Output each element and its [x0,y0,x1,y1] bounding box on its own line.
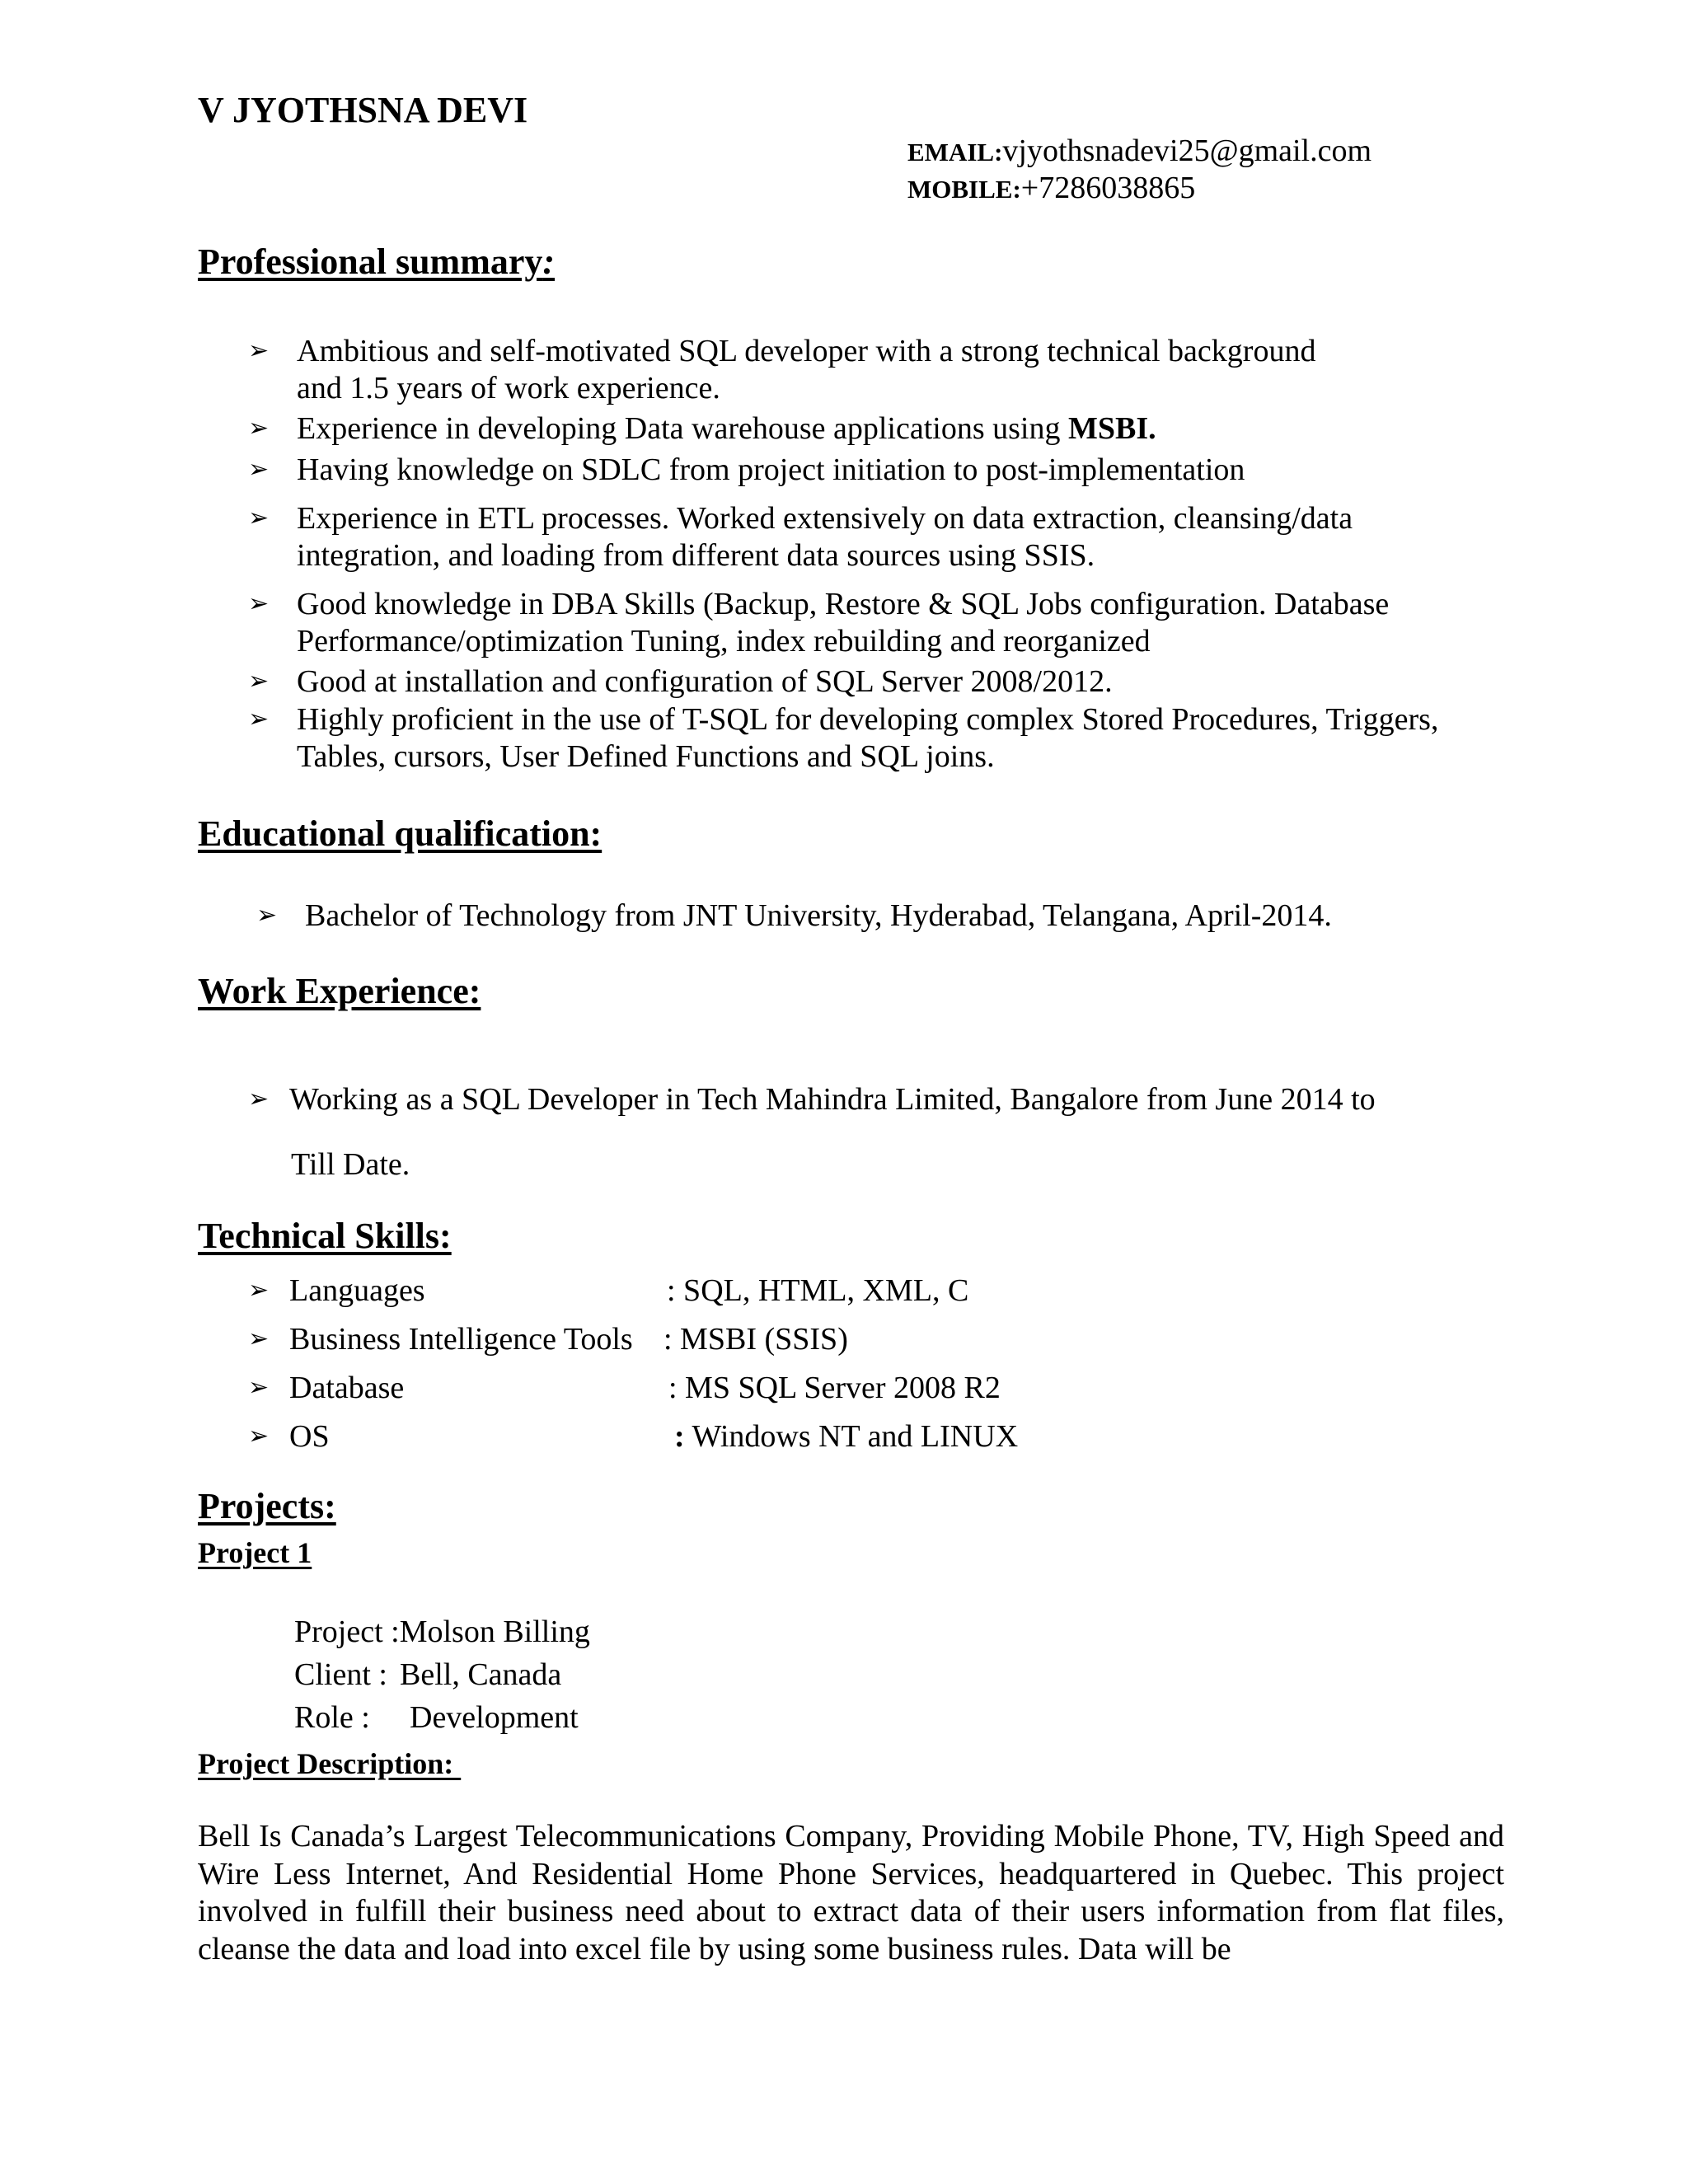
arrow-bullet-icon: ➢ [248,336,270,365]
project-role-row [294,1699,579,1736]
skills-heading: Technical Skills: [198,1216,452,1256]
summary-bullet-2-line1 [297,410,1156,448]
education-heading: Educational qualification: [198,813,603,854]
summary-bullet-5-line2: Performance/optimization Tuning, index rebuilding and reorganized [297,624,1151,658]
project-description-heading: Project Description: [198,1747,462,1780]
project-role-label: Role : [294,1700,370,1735]
skill-value-text: Windows NT and LINUX [684,1419,1019,1454]
skill-value [674,1418,1018,1455]
skill-colon: : [674,1419,685,1454]
mobile-label: MOBILE: [907,175,1021,204]
summary-bullet-6-line1: Good at installation and configuration of SQL Server 2008/2012. [297,664,1113,699]
project-name-row [294,1613,590,1651]
email-line [907,135,1372,166]
arrow-bullet-icon: ➢ [248,1324,270,1353]
summary-bullet-7-line1: Highly proficient in the use of T-SQL for developing complex Stored Procedures, Triggers, [297,702,1439,737]
arrow-bullet-icon: ➢ [248,1085,270,1113]
projects-heading: Projects: [198,1486,336,1526]
summary-bullet-4-line1: Experience in ETL processes. Worked extensively on data extraction, cleansing/data [297,501,1353,536]
arrow-bullet-icon: ➢ [248,414,270,443]
mobile-value: +7286038865 [1020,171,1196,205]
arrow-bullet-icon: ➢ [248,504,270,532]
email-label: EMAIL: [907,138,1003,166]
work-bullet-1-line2: Till Date. [291,1147,410,1182]
summary-bullet-5-line1: Good knowledge in DBA Skills (Backup, Restore & SQL Jobs configuration. Database [297,587,1390,621]
arrow-bullet-icon: ➢ [248,667,270,696]
skill-label: Business Intelligence Tools [289,1322,633,1357]
arrow-bullet-icon: ➢ [248,589,270,618]
arrow-bullet-icon: ➢ [248,1373,270,1402]
project-name-label: Project : [294,1615,400,1649]
summary-bullet-1-line2: and 1.5 years of work experience. [297,371,720,405]
work-bullet-1-line1: Working as a SQL Developer in Tech Mahindra Limited, Bangalore from June 2014 to [289,1082,1376,1117]
summary-heading-text: Professional summary [198,241,543,282]
summary-bullet-3-line1: Having knowledge on SDLC from project initiation to post-implementation [297,452,1245,487]
summary-bullet-7-line2: Tables, cursors, User Defined Functions and SQL joins. [297,739,995,774]
work-heading: Work Experience: [198,971,481,1011]
education-bullet-1-text: Bachelor of Technology from JNT University, Hyderabad, Telangana, April-2014. [305,898,1332,933]
skill-label: Languages [289,1273,425,1308]
arrow-bullet-icon: ➢ [248,1422,270,1451]
skill-label: Database [289,1371,405,1405]
skill-value: : SQL, HTML, XML, C [667,1273,969,1308]
summary-bullet-1-line1: Ambitious and self-motivated SQL developer with a strong technical background [297,334,1316,368]
project-client-value: Bell, Canada [400,1657,562,1692]
arrow-bullet-icon: ➢ [248,1276,270,1305]
candidate-name: V JYOTHSNA DEVI [198,90,528,130]
summary-bullet-2-bold: MSBI. [1067,411,1156,446]
arrow-bullet-icon: ➢ [256,901,278,930]
summary-heading [198,241,556,282]
project-client-row [294,1656,561,1694]
skill-label: OS [289,1419,330,1454]
skill-value: : MS SQL Server 2008 R2 [668,1371,1001,1405]
project-description-text: Bell Is Canada’s Largest Telecommunications Company, Providing Mobile Phone, TV, High Speed and Wire Less Internet, And Residential Home Phone Services, headquartered in Quebec. This project involved in fulfill their business need about to extract data of their users information from flat files, cleanse the data and load into excel file by using some business rules. Data will be [198,1819,1504,1966]
project-1-title: Project 1 [198,1536,312,1569]
mobile-line [907,172,1195,204]
arrow-bullet-icon: ➢ [248,455,270,484]
summary-bullet-4-line2: integration, and loading from different data sources using SSIS. [297,538,1095,573]
summary-bullet-2-text: Experience in developing Data warehouse applications using [297,411,1068,446]
arrow-bullet-icon: ➢ [248,705,270,733]
project-role-value: Development [410,1700,579,1735]
project-client-label: Client : [294,1657,387,1692]
skill-value: : MSBI (SSIS) [663,1322,848,1357]
email-value: vjyothsnadevi25@gmail.com [1002,134,1372,168]
summary-heading-colon: : [542,241,556,282]
project-name-value: Molson Billing [399,1615,590,1649]
